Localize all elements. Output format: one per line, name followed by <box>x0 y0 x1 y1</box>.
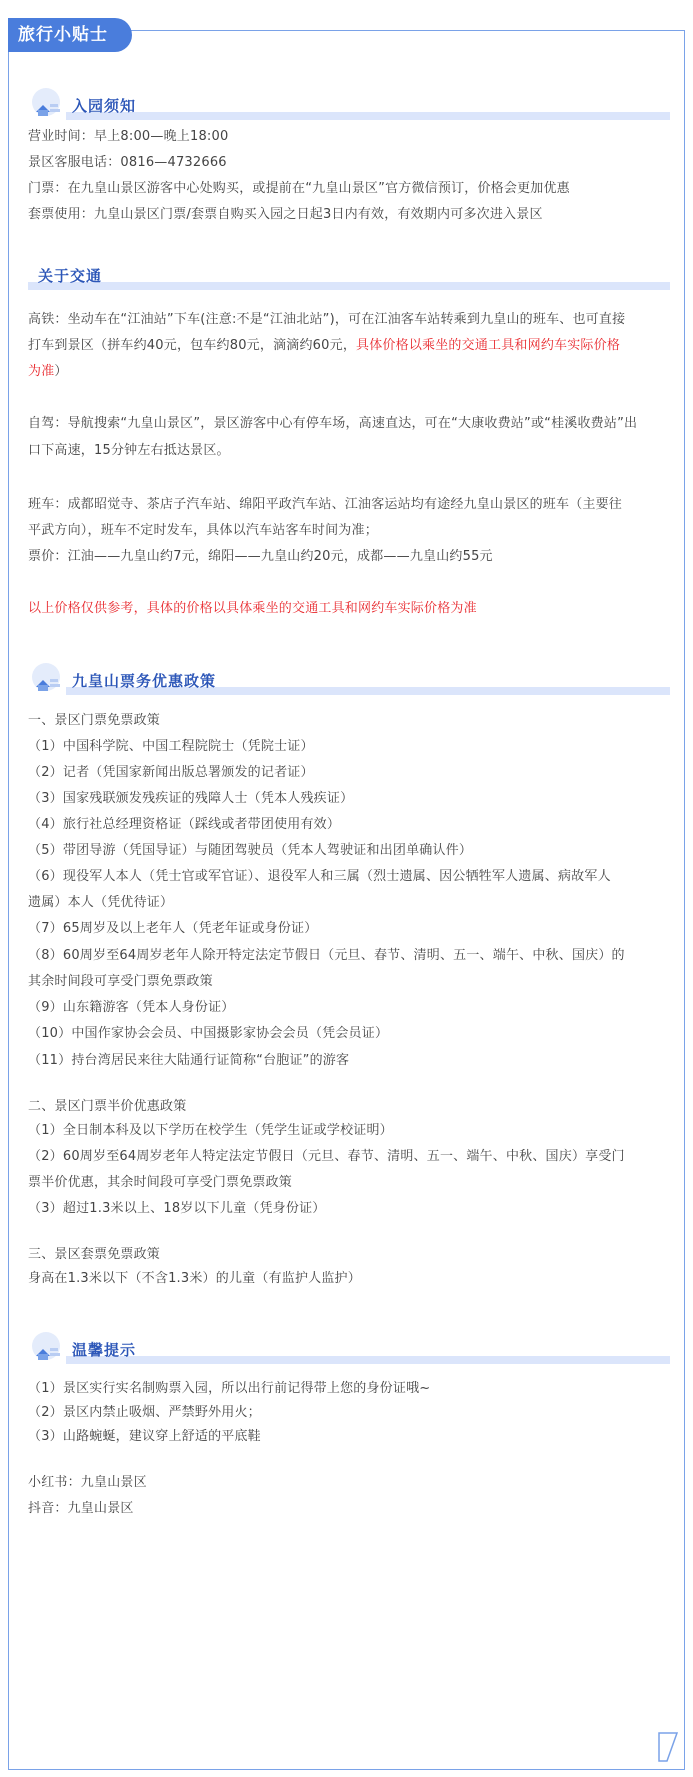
bus-line-1: 班车：成都昭觉寺、茶店子汽车站、绵阳平政汽车站、江油客运站均有途经九皇山景区的班车（主要往 <box>28 497 623 512</box>
section-header-tips <box>30 1326 670 1366</box>
list-item: （1）全日制本科及以下学历在校学生（凭学生证或学校证明） <box>28 1123 393 1138</box>
list-item: 遗属）本人（凭优待证） <box>28 895 174 910</box>
section-header-entry <box>30 82 670 122</box>
list-item: （3）国家残联颁发残疾证的残障人士（凭本人残疾证） <box>28 791 354 806</box>
service-phone: 景区客服电话：0816—4732666 <box>28 155 227 170</box>
list-item: 身高在1.3米以下（不含1.3米）的儿童（有监护人监护） <box>28 1271 361 1286</box>
free-policy-title: 一、景区门票免票政策 <box>28 713 161 728</box>
list-item: （9）山东籍游客（凭本人身份证） <box>28 1000 235 1015</box>
list-item: （8）60周岁至64周岁老年人除开特定法定节假日（元旦、春节、清明、五一、端午、中秋、国庆）的 <box>28 948 625 963</box>
list-item: 票半价优惠，其余时间段可享受门票免票政策 <box>28 1175 293 1190</box>
rail-line-1: 高铁：坐动车在“江油站”下车(注意:不是“江油北站”)，可在江油客车站转乘到九皇山的班车、也可直接 <box>28 312 626 327</box>
title-underline <box>66 112 670 120</box>
section-title: 九皇山票务优惠政策 <box>72 672 217 690</box>
rail-text: 打车到景区（拼车约40元，包车约80元，滴滴约60元， <box>28 338 357 353</box>
list-item: （2）记者（凭国家新闻出版总署颁发的记者证） <box>28 765 314 780</box>
section-header-traffic <box>28 262 670 290</box>
business-hours: 营业时间：早上8:00—晚上18:00 <box>28 129 229 144</box>
page-corner-icon <box>657 1731 679 1763</box>
section-title: 入园须知 <box>72 97 137 115</box>
ticket-info: 门票：在九皇山景区游客中心处购买，或提前在“九皇山景区”官方微信预订，价格会更加优惠 <box>28 181 570 196</box>
half-policy-title: 二、景区门票半价优惠政策 <box>28 1099 187 1114</box>
list-item: （1）中国科学院、中国工程院院士（凭院士证） <box>28 739 314 754</box>
bus-line-2: 平武方向），班车不定时发车，具体以汽车站客车时间为准； <box>28 523 378 538</box>
drive-line-2: 口下高速，15分钟左右抵达景区。 <box>28 443 230 458</box>
section-header-policy <box>30 657 670 697</box>
house-icon <box>30 661 66 697</box>
list-item: （4）旅行社总经理资格证（踩线或者带团使用有效） <box>28 817 341 832</box>
price-notice: 以上价格仅供参考，具体的价格以具体乘坐的交通工具和网约车实际价格为准 <box>28 601 477 616</box>
list-item: （2）景区内禁止吸烟、严禁野外用火； <box>28 1405 261 1420</box>
section-title: 温馨提示 <box>72 1341 137 1359</box>
xiaohongshu-account: 小红书：九皇山景区 <box>28 1475 147 1490</box>
package-info: 套票使用：九皇山景区门票/套票自购买入园之日起3日内有效，有效期内可多次进入景区 <box>28 207 543 222</box>
list-item: （7）65周岁及以上老年人（凭老年证或身份证） <box>28 921 318 936</box>
title-underline <box>28 282 670 290</box>
list-item: （2）60周岁至64周岁老年人特定法定节假日（元旦、春节、清明、五一、端午、中秋、国庆）享受门 <box>28 1149 625 1164</box>
list-item: （6）现役军人本人（凭士官或军官证）、退役军人和三属（烈士遗属、因公牺牲军人遗属、病故军人 <box>28 869 611 884</box>
set-policy-title: 三、景区套票免票政策 <box>28 1247 161 1262</box>
douyin-account: 抖音：九皇山景区 <box>28 1501 134 1516</box>
list-item: （10）中国作家协会会员、中国摄影家协会会员（凭会员证） <box>28 1026 389 1041</box>
list-item: 其余时间段可享受门票免票政策 <box>28 974 213 989</box>
header-tab: 旅行小贴士 <box>8 18 132 52</box>
list-item: （3）超过1.3米以上、18岁以下儿童（凭身份证） <box>28 1201 326 1216</box>
rail-highlight: 具体价格以乘坐的交通工具和网约车实际价格 <box>356 338 621 353</box>
list-item: （11）持台湾居民来往大陆通行证简称“台胞证”的游客 <box>28 1053 350 1068</box>
house-icon <box>30 86 66 122</box>
section-title: 关于交通 <box>38 267 103 285</box>
list-item: （5）带团导游（凭国导证）与随团驾驶员（凭本人驾驶证和出团单确认件） <box>28 843 473 858</box>
fare-line: 票价：江油——九皇山约7元，绵阳——九皇山约20元，成都——九皇山约55元 <box>28 549 493 564</box>
rail-paren: ） <box>54 364 68 379</box>
list-item: （1）景区实行实名制购票入园，所以出行前记得带上您的身份证哦~ <box>28 1381 431 1396</box>
drive-line-1: 自驾：导航搜索“九皇山景区”，景区游客中心有停车场，高速直达，可在“大康收费站”或“桂溪收费站”出 <box>28 416 638 431</box>
title-underline <box>66 1356 670 1364</box>
rail-highlight-end: 为准 <box>28 364 55 379</box>
house-icon <box>30 1330 66 1366</box>
rail-line-3 <box>28 357 668 387</box>
list-item: （3）山路蜿蜒，建议穿上舒适的平底鞋 <box>28 1429 261 1444</box>
